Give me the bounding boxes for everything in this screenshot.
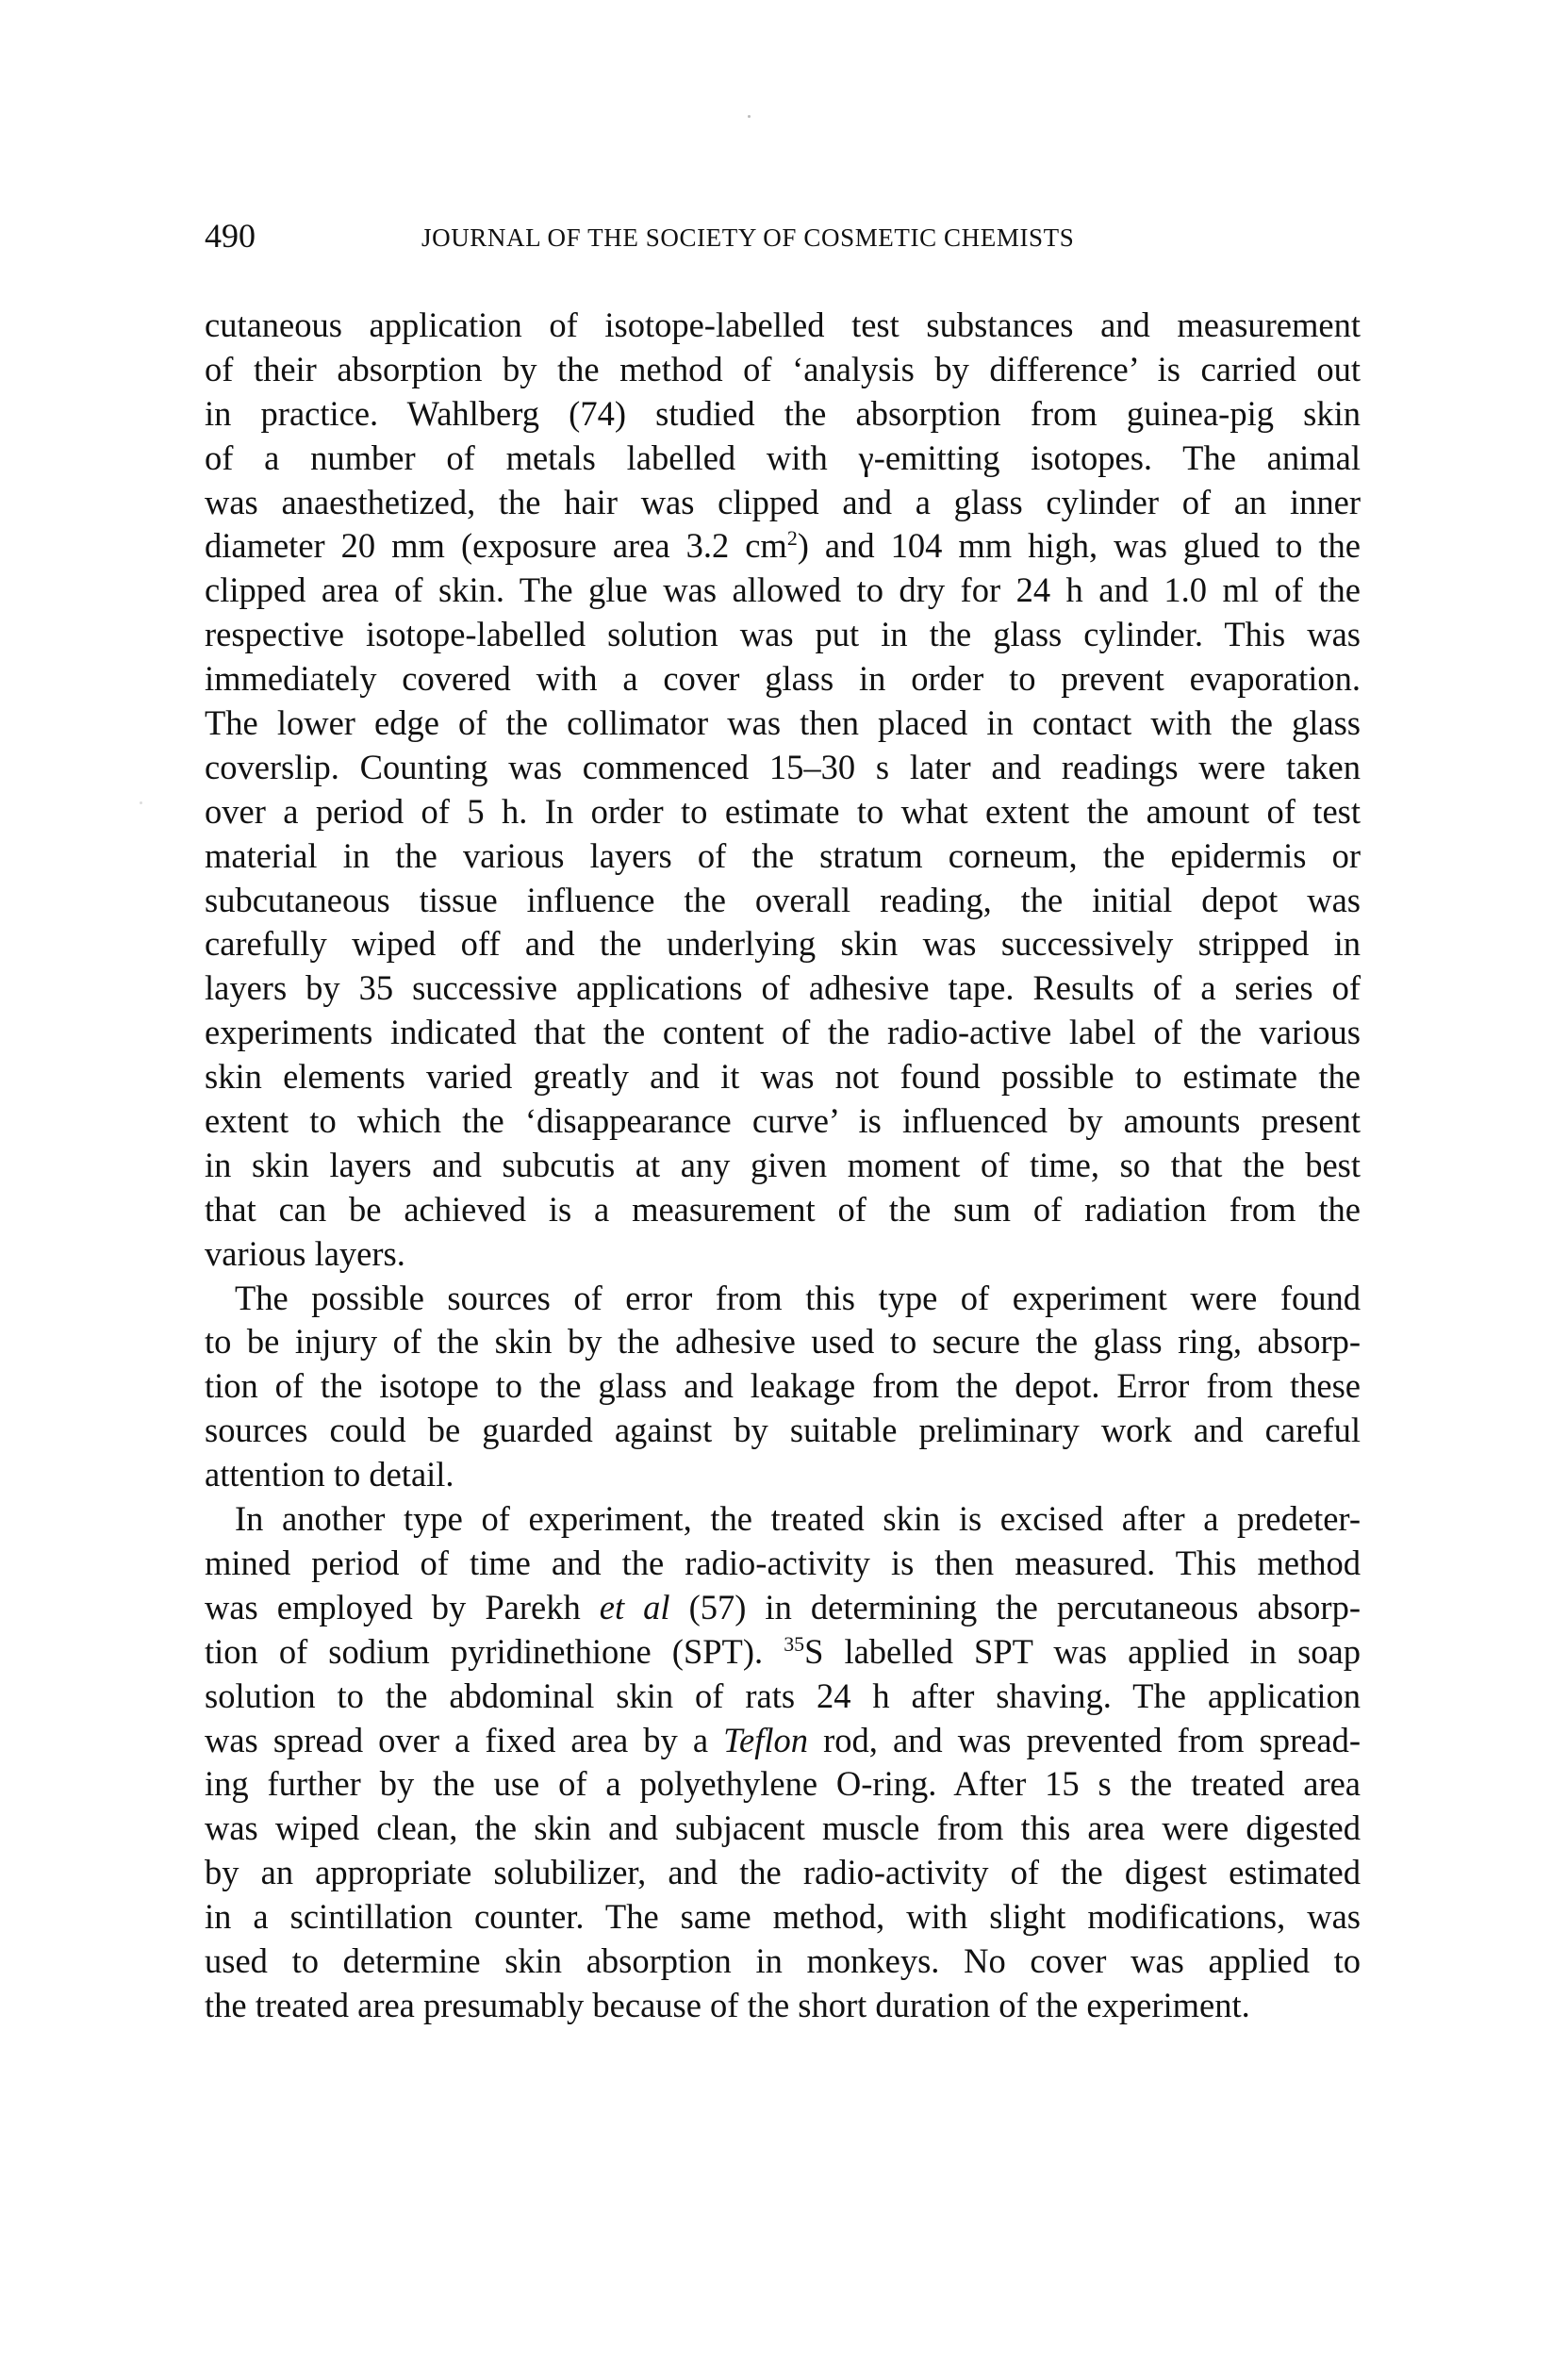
text-line: diameter 20 mm (exposure area 3.2 $cm^2$) and 104 mm high, was glued to the <box>205 526 1361 566</box>
text-line: in practice. Wahlberg (74) studied the absorption from guinea-pig skin <box>205 393 1361 433</box>
text-line: layers by 35 successive applications of adhesive tape. Results of a series of <box>205 968 1361 1008</box>
text-line: immediately covered with a cover glass in order to prevent evaporation. <box>205 659 1361 699</box>
text-line: skin elements varied greatly and it was not found possible to estimate the <box>205 1057 1361 1097</box>
text-line: material in the various layers of the stratum corneum, the epidermis or <box>205 835 1361 875</box>
paragraph-1 <box>205 304 1361 1277</box>
text-line: subcutaneous tissue influence the overall reading, the initial depot was <box>205 880 1361 919</box>
text-line: that can be achieved is a measurement of the sum of radiation from the <box>205 1189 1361 1229</box>
text-line: of a number of metals labelled with γ-emitting isotopes. The animal <box>205 438 1361 477</box>
text-line: respective isotope-labelled solution was put in the glass cylinder. This was <box>205 615 1361 654</box>
text-line: over a period of 5 h. In order to estimate to what extent the amount of test <box>205 791 1361 831</box>
text-line: attention to detail. <box>205 1455 454 1494</box>
text-line: to be injury of the skin by the adhesive used to secure the glass ring, absorp- <box>205 1322 1361 1362</box>
text-line: mined period of time and the radio-activity is then measured. This method <box>205 1543 1361 1582</box>
italic-term: Teflon <box>723 1720 809 1759</box>
text-line: was wiped clean, the skin and subjacent muscle from this area were digested <box>205 1808 1361 1848</box>
text-line: carefully wiped off and the underlying skin was successively stripped in <box>205 924 1361 964</box>
text-line: ing further by the use of a polyethylene O-ring. After 15 s the treated area <box>205 1764 1361 1804</box>
unit-superscript: 2 <box>786 526 798 551</box>
text-line: tion of sodium pyridinethione (SPT). $^{35}$S labelled SPT was applied in soap <box>205 1631 1361 1671</box>
text-line: The possible sources of error from this type of experiment were found <box>235 1278 1361 1317</box>
text-line: in skin layers and subcutis at any given moment of time, so that the best <box>205 1145 1361 1184</box>
text-line: cutaneous application of isotope-labelled test substances and measurement <box>205 305 1361 344</box>
text-line: of their absorption by the method of ‘analysis by difference’ is carried out <box>205 349 1361 388</box>
text-line: clipped area of skin. The glue was allowed to dry for 24 h and 1.0 ml of the <box>205 570 1361 610</box>
body-text <box>205 304 1361 2028</box>
text-line: tion of the isotope to the glass and leakage from the depot. Error from these <box>205 1366 1361 1406</box>
paragraph-2 <box>205 1277 1361 1497</box>
page-header <box>205 215 1361 256</box>
text-line: extent to which the ‘disappearance curve’ is influenced by amounts present <box>205 1101 1361 1141</box>
page-number: 490 <box>205 217 256 255</box>
text-line: in a scintillation counter. The same method, with slight modifications, was <box>205 1897 1361 1937</box>
italic-term: et al <box>599 1587 670 1626</box>
text-line: was employed by Parekh et al (57) in determining the percutaneous absorp- <box>205 1587 1361 1626</box>
text-line: The lower edge of the collimator was then placed in contact with the glass <box>205 703 1361 743</box>
scan-speck <box>748 115 751 118</box>
text-line: In another type of experiment, the treated skin is excised after a predeter- <box>235 1499 1361 1539</box>
isotope-superscript: 35 <box>784 1631 805 1656</box>
text-line: solution to the abdominal skin of rats 24 h after shaving. The application <box>205 1676 1361 1715</box>
text-line: used to determine skin absorption in monkeys. No cover was applied to <box>205 1940 1361 1980</box>
text-line: the treated area presumably because of the short duration of the experiment. <box>205 1985 1250 2024</box>
text-line: experiments indicated that the content of the radio-active label of the various <box>205 1013 1361 1052</box>
paragraph-3 <box>205 1497 1361 2028</box>
text-line: by an appropriate solubilizer, and the radio-activity of the digest estimated <box>205 1853 1361 1892</box>
running-head: JOURNAL OF THE SOCIETY OF COSMETIC CHEMISTS <box>421 223 1075 252</box>
text-line: was anaesthetized, the hair was clipped and a glass cylinder of an inner <box>205 482 1361 521</box>
scan-speck <box>140 801 142 804</box>
text-line: coverslip. Counting was commenced 15–30 s later and readings were taken <box>205 747 1361 786</box>
text-line: was spread over a fixed area by a Teflon rod, and was prevented from spread- <box>205 1720 1361 1759</box>
text-line: sources could be guarded against by suitable preliminary work and careful <box>205 1411 1361 1450</box>
text-line: various layers. <box>205 1233 405 1273</box>
